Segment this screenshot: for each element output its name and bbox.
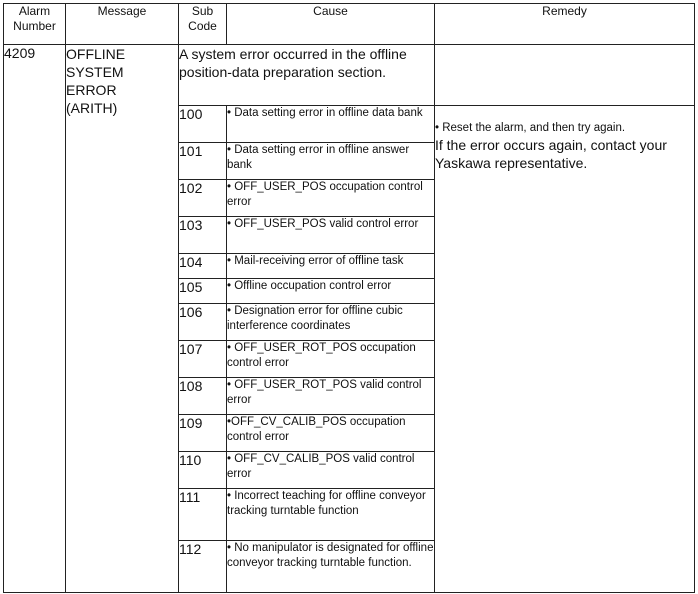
header-remedy: Remedy xyxy=(435,4,695,45)
cause-text: • Incorrect teaching for offline conveyor tracking turntable function xyxy=(227,489,435,541)
alarm-message: OFFLINE SYSTEM ERROR (ARITH) xyxy=(66,45,179,593)
cause-text: •OFF_CV_CALIB_POS occupation control error xyxy=(227,415,435,452)
sub-code: 100 xyxy=(179,106,227,143)
cause-text: • Mail-receiving error of offline task xyxy=(227,254,435,279)
sub-code: 111 xyxy=(179,489,227,541)
cause-text: • No manipulator is designated for offline conveyor tracking turntable function. xyxy=(227,541,435,593)
remedy-empty-cell xyxy=(435,45,695,106)
cause-text: • OFF_CV_CALIB_POS valid control error xyxy=(227,452,435,489)
cause-text: • OFF_USER_ROT_POS valid control error xyxy=(227,378,435,415)
sub-code: 102 xyxy=(179,180,227,217)
cause-text: • OFF_USER_ROT_POS occupation control error xyxy=(227,341,435,378)
sub-code: 104 xyxy=(179,254,227,279)
sub-code: 105 xyxy=(179,279,227,304)
sub-code: 107 xyxy=(179,341,227,378)
sub-code: 101 xyxy=(179,143,227,180)
sub-code: 112 xyxy=(179,541,227,593)
cause-text: • Data setting error in offline answer bank xyxy=(227,143,435,180)
cause-text: • Data setting error in offline data bank xyxy=(227,106,435,143)
remedy-contact: If the error occurs again, contact your Yaskawa representative. xyxy=(435,137,667,171)
header-message: Message xyxy=(66,4,179,45)
sub-code: 109 xyxy=(179,415,227,452)
sub-code: 103 xyxy=(179,217,227,254)
alarm-table xyxy=(3,3,695,593)
sub-code: 106 xyxy=(179,304,227,341)
sub-code: 108 xyxy=(179,378,227,415)
alarm-number: 4209 xyxy=(4,45,66,593)
alarm-main-row xyxy=(4,45,695,106)
header-sub-code: Sub Code xyxy=(179,4,227,45)
remedy-cell xyxy=(435,106,695,593)
sub-code: 110 xyxy=(179,452,227,489)
cause-text: • OFF_USER_POS valid control error xyxy=(227,217,435,254)
cause-main: A system error occurred in the offline position-data preparation section. xyxy=(179,45,435,106)
cause-text: • OFF_USER_POS occupation control error xyxy=(227,180,435,217)
remedy-step: • Reset the alarm, and then try again. xyxy=(435,122,626,134)
header-cause: Cause xyxy=(227,4,435,45)
header-alarm-number: Alarm Number xyxy=(4,4,66,45)
header-row xyxy=(4,4,695,45)
cause-text: • Offline occupation control error xyxy=(227,279,435,304)
cause-text: • Designation error for offline cubic interference coordinates xyxy=(227,304,435,341)
